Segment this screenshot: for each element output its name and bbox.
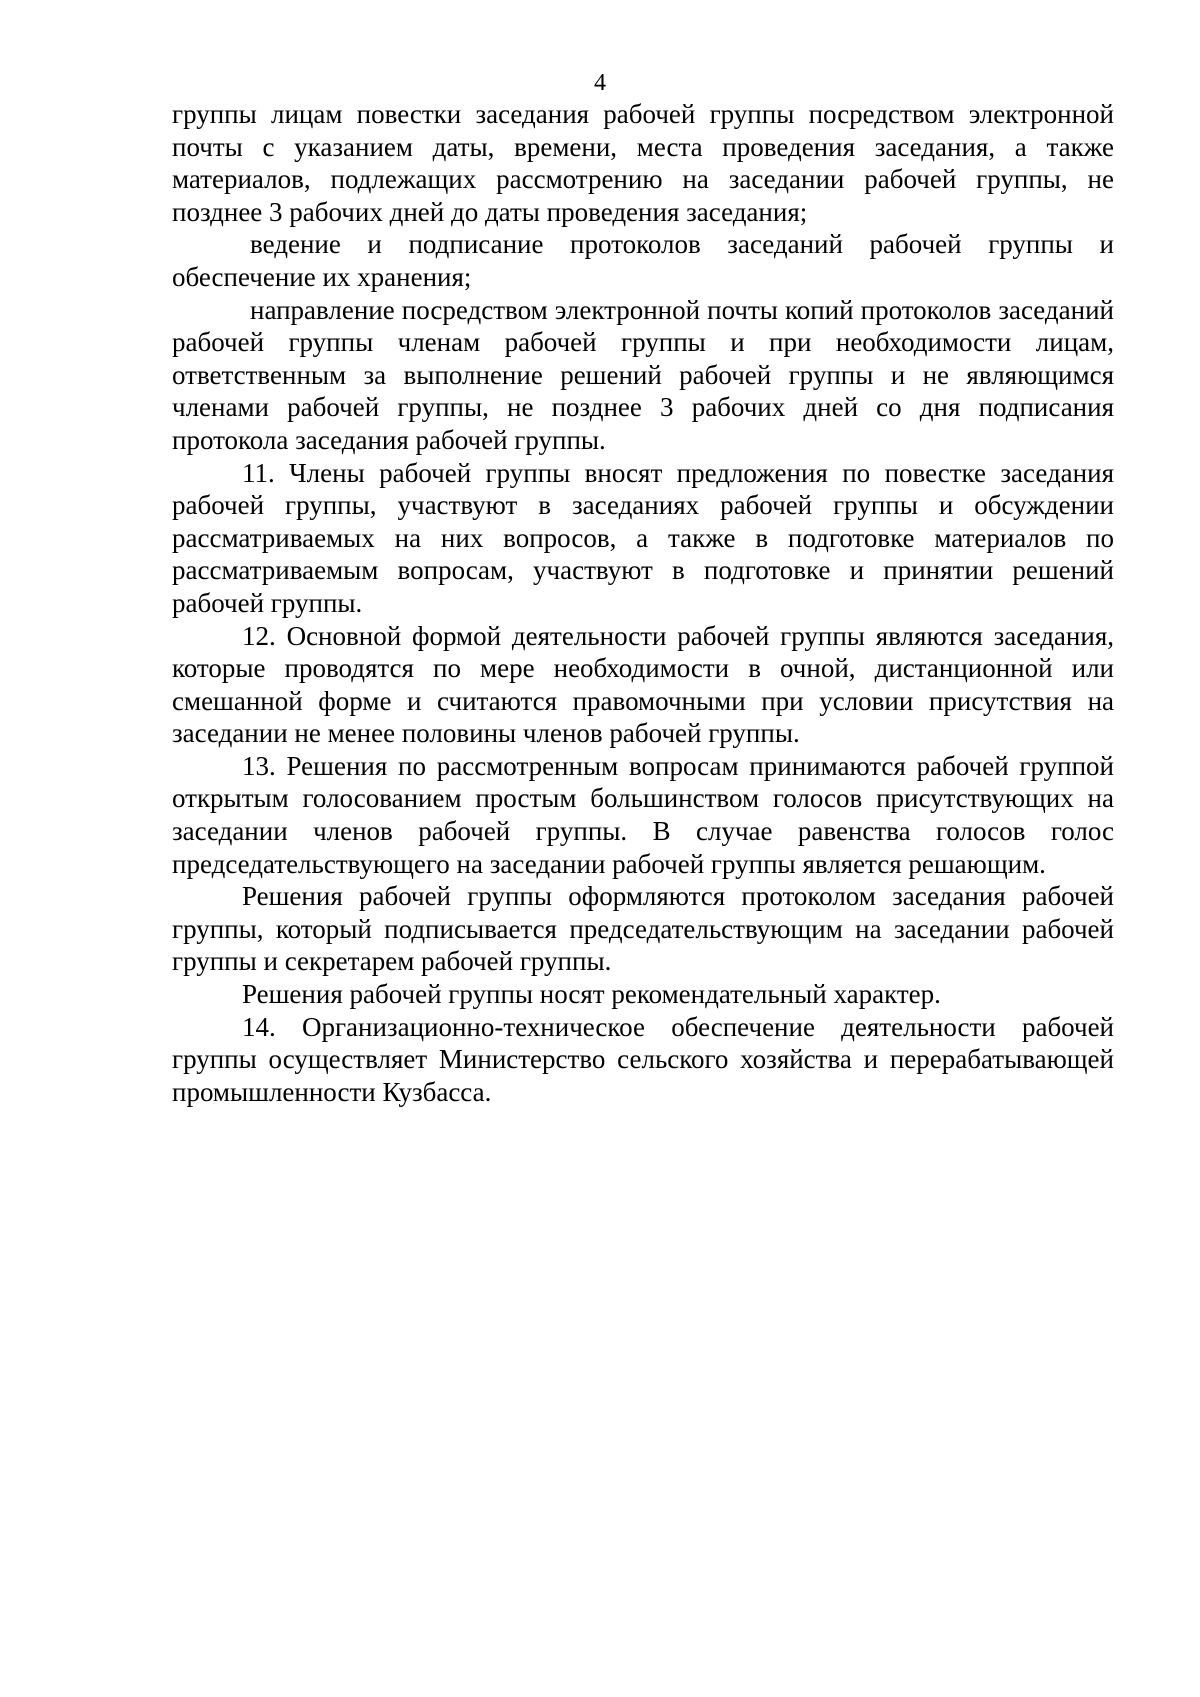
paragraph-protocol-keeping: ведение и подписание протоколов заседаний рабочей группы и обеспечение их хранения; — [172, 229, 1114, 292]
paragraph-protocol-distribution: направление посредством электронной почты копий протоколов заседаний рабочей группы членам рабочей группы и при необходимости лицам, ответственным за выполнение решений рабочей группы и не являющимся членами рабочей группы, не позднее 3 рабочих дней со дня подписания протокола заседания рабочей группы. — [172, 294, 1114, 455]
paragraph-item-13: 13. Решения по рассмотренным вопросам принимаются рабочей группой открытым голосованием простым большинством голосов присутствующих на заседании членов рабочей группы. В случае равенства голосов голос председательствующего на заседании рабочей группы является решающим. — [172, 750, 1114, 879]
paragraph-decisions-formalization: Решения рабочей группы оформляются протоколом заседания рабочей группы, который подписывается председательствующим на заседании рабочей группы и секретарем рабочей группы. — [172, 881, 1114, 977]
paragraph-item-11: 11. Члены рабочей группы вносят предложения по повестке заседания рабочей группы, участвуют в заседаниях рабочей группы и обсуждении рассматриваемых на них вопросов, а также в подготовке материалов по рассматриваемым вопросам, участвуют в подготовке и принятии решений рабочей группы. — [172, 457, 1114, 618]
document-body — [172, 98, 1114, 1108]
paragraph-secretary-duties-continued: группы лицам повестки заседания рабочей группы посредством электронной почты с указанием даты, времени, места проведения заседания, а также материалов, подлежащих рассмотрению на заседании рабочей группы, не позднее 3 рабочих дней до даты проведения заседания; — [172, 99, 1114, 227]
page-number: 4 — [594, 70, 606, 96]
paragraph-item-12: 12. Основной формой деятельности рабочей группы являются заседания, которые проводятся по мере необходимости в очной, дистанционной или смешанной форме и считаются правомочными при условии присутствия на заседании не менее половины членов рабочей группы. — [172, 620, 1114, 749]
paragraph-decisions-advisory: Решения рабочей группы носят рекомендательный характер. — [242, 979, 941, 1010]
paragraph-item-14: 14. Организационно-техническое обеспечение деятельности рабочей группы осуществляет Министерство сельского хозяйства и перерабатывающей промышленности Кузбасса. — [172, 1011, 1114, 1107]
